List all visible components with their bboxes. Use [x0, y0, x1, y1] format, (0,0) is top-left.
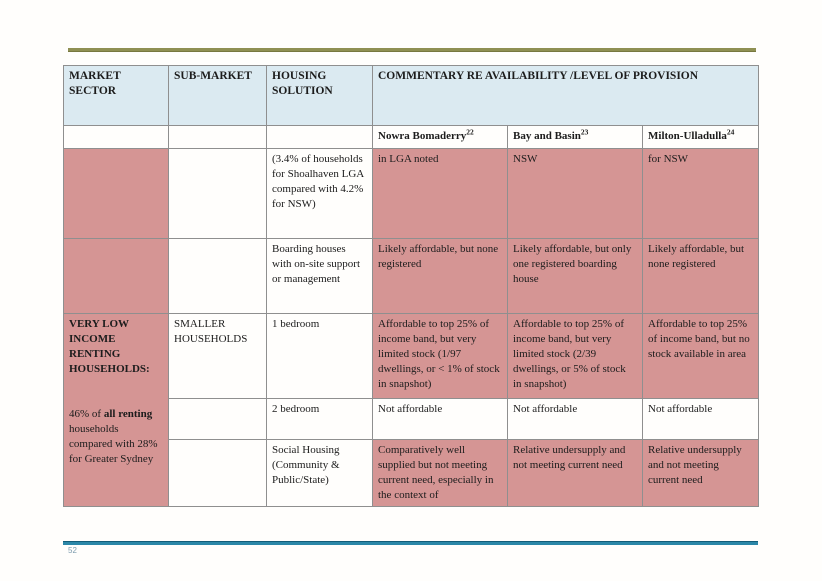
- area-header-nowra: [373, 126, 508, 149]
- commentary-milton-cell: for NSW: [643, 149, 759, 239]
- area-name: Bay and Basin: [513, 130, 581, 142]
- commentary-bay-cell: NSW: [508, 149, 643, 239]
- housing-solution-cell: 1 bedroom: [267, 314, 373, 399]
- header-row: [64, 66, 759, 126]
- col-header-sub-market: SUB-MARKET: [169, 66, 267, 126]
- col-header-market-sector: MARKET SECTOR: [64, 66, 169, 126]
- market-sector-cell-empty: [64, 149, 169, 239]
- market-sector-stat: [69, 407, 162, 467]
- sub-market-cell-empty: [169, 149, 267, 239]
- stat-text: 46% of: [69, 408, 104, 420]
- commentary-nowra-cell: Likely affordable, but none registered: [373, 239, 508, 314]
- market-sector-cell-empty: [64, 239, 169, 314]
- housing-availability-table: [63, 65, 759, 507]
- area-header-row: [64, 126, 759, 149]
- footnote-marker: 23: [580, 127, 589, 137]
- sub-market-cell-empty: [169, 440, 267, 507]
- table-row: [64, 314, 759, 399]
- housing-solution-cell: Boarding houses with on-site support or management: [267, 239, 373, 314]
- area-header-bay: [508, 126, 643, 149]
- col-header-housing-solution: HOUSING SOLUTION: [267, 66, 373, 126]
- sub-market-cell-empty: [169, 239, 267, 314]
- table-row: [64, 440, 759, 507]
- col-header-commentary: COMMENTARY RE AVAILABILITY /LEVEL OF PROVISION: [373, 66, 759, 126]
- commentary-milton-cell: Affordable to top 25% of income band, but no stock available in area: [643, 314, 759, 399]
- empty-cell: [267, 126, 373, 149]
- area-name: Nowra Bomaderry: [378, 130, 467, 142]
- market-sector-title: VERY LOW INCOME RENTING HOUSEHOLDS:: [69, 318, 150, 375]
- market-sector-cell: [64, 314, 169, 507]
- sub-market-cell: SMALLER HOUSEHOLDS: [169, 314, 267, 399]
- empty-cell: [64, 126, 169, 149]
- stat-text: households compared with 28% for Greater Sydney: [69, 423, 158, 465]
- housing-solution-cell: (3.4% of households for Shoalhaven LGA compared with 4.2% for NSW): [267, 149, 373, 239]
- empty-cell: [169, 126, 267, 149]
- commentary-bay-cell: Not affordable: [508, 399, 643, 440]
- footnote-marker: 24: [726, 127, 735, 137]
- page-number: 52: [68, 546, 77, 555]
- commentary-milton-cell: Not affordable: [643, 399, 759, 440]
- commentary-nowra-cell: Comparatively well supplied but not meeting current need, especially in the context of: [373, 440, 508, 507]
- commentary-bay-cell: Likely affordable, but only one registered boarding house: [508, 239, 643, 314]
- commentary-bay-cell: Relative undersupply and not meeting current need: [508, 440, 643, 507]
- area-header-milton: [643, 126, 759, 149]
- table-row: [64, 149, 759, 239]
- commentary-milton-cell: Likely affordable, but none registered: [643, 239, 759, 314]
- commentary-nowra-cell: Affordable to top 25% of income band, but very limited stock (1/97 dwellings, or < 1% of stock in snapshot): [373, 314, 508, 399]
- commentary-milton-cell: Relative undersupply and not meeting current need: [643, 440, 759, 507]
- commentary-bay-cell: Affordable to top 25% of income band, but very limited stock (2/39 dwellings, or 5% of stock in snapshot): [508, 314, 643, 399]
- table-row: [64, 399, 759, 440]
- housing-solution-cell: 2 bedroom: [267, 399, 373, 440]
- bottom-rule: [63, 541, 758, 545]
- area-name: Milton-Ulladulla: [648, 130, 727, 142]
- footnote-marker: 22: [466, 127, 474, 137]
- stat-bold-text: all renting: [103, 408, 153, 420]
- housing-solution-cell: Social Housing (Community & Public/State): [267, 440, 373, 507]
- commentary-nowra-cell: Not affordable: [373, 399, 508, 440]
- commentary-nowra-cell: in LGA noted: [373, 149, 508, 239]
- sub-market-cell-empty: [169, 399, 267, 440]
- table-row: [64, 239, 759, 314]
- top-rule: [68, 48, 756, 52]
